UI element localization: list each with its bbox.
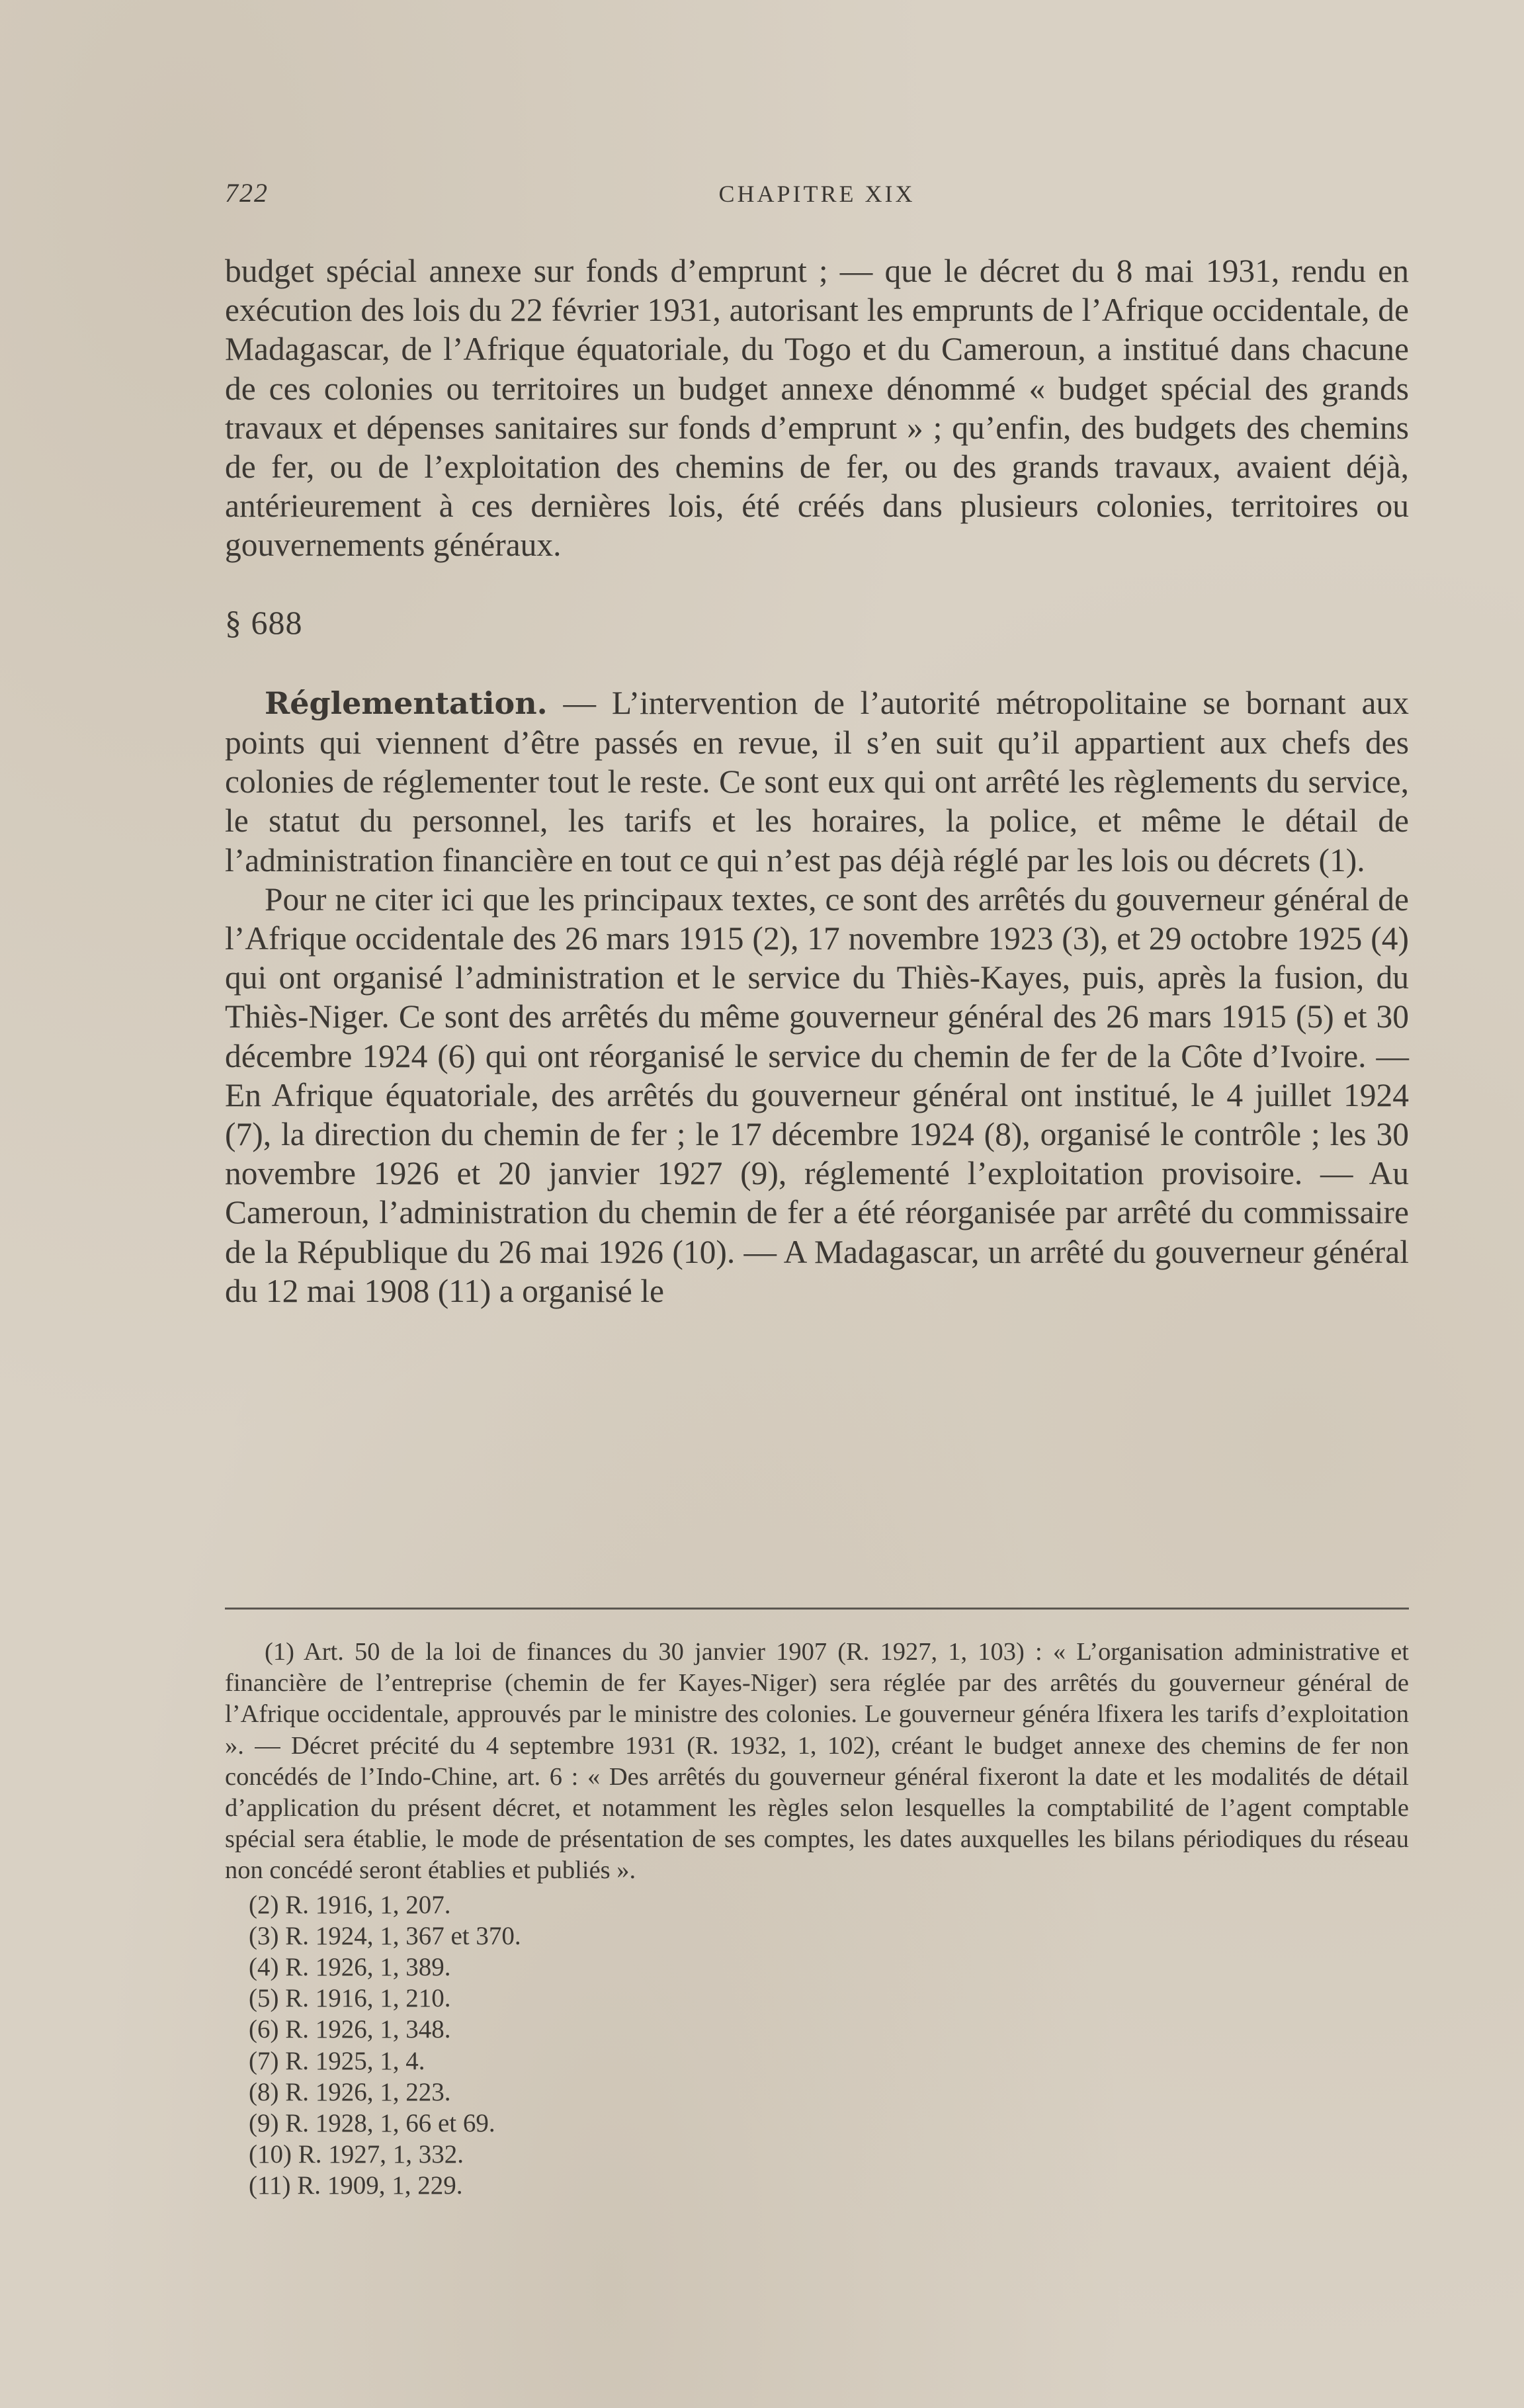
main-text [225,251,1409,1311]
footnote-ref: (9) R. 1928, 1, 66 et 69. [249,2109,495,2138]
footnote-rule [225,1608,1409,1610]
running-title: CHAPITRE XIX [718,181,915,207]
footnote-ref: (5) R. 1916, 1, 210. [249,1984,451,2013]
paragraph-texts-cited: Pour ne citer ici que les principaux textes, ce sont des arrêtés du gouverneur général de l’Afrique occidentale des 26 mars 1915 (2), 17 novembre 1923 (3), et 29 octobre 1925 (4) qui ont organisé l’administration et le service du Thiès-Kayes, puis, après la fusion, du Thiès-Niger. Ce sont des arrêtés du même gouverneur général des 26 mars 1915 (5) et 30 décembre 1924 (6) qui ont réorganisé le service du chemin de fer de la Côte d’Ivoire. — En Afrique équatoriale, des arrêtés du gouverneur général ont institué, le 4 juillet 1924 (7), la direction du chemin de fer ; le 17 décembre 1924 (8), organisé le contrôle ; les 30 novembre 1926 et 20 janvier 1927 (9), réglementé l’exploitation provisoire. — Au Cameroun, l’administration du chemin de fer a été réorganisée par arrêté du commissaire de la République du 26 mai 1926 (10). — A Madagascar, un arrêté du gouverneur général du 12 mai 1908 (11) a organisé le [225,881,1409,1309]
footnote-ref: (7) R. 1925, 1, 4. [249,2046,425,2075]
footnote-1: (1) Art. 50 de la loi de finances du 30 janvier 1907 (R. 1927, 1, 103) : « L’organisation administrative et financière de l’entreprise (chemin de fer Kayes-Niger) sera réglée par des arrêtés du gouverneur général de l’Afrique occidentale, approuvés par le ministre des colonies. Le gouverneur généra lfixera les tarifs d’exploitation ». — Décret précité du 4 septembre 1931 (R. 1932, 1, 102), créant le budget annexe des chemins de fer non concédés de l’Indo-Chine, art. 6 : « Des arrêtés du gouverneur général fixeront la date et les modalités de détail d’application du présent décret, et notamment les règles selon lesquelles la comptabilité de l’agent comptable spécial sera établie, le mode de présentation de ses comptes, les dates auxquelles les bilans périodiques du réseau non concédé seront établies et publiés ». [225,1638,1409,1885]
footnote-ref: (10) R. 1927, 1, 332. [249,2140,464,2169]
footnote-ref: (2) R. 1916, 1, 207. [249,1890,451,1919]
section-number: § 688 [225,603,303,641]
footnote-ref: (11) R. 1909, 1, 229. [249,2171,463,2200]
footnote-ref: (6) R. 1926, 1, 348. [249,2015,451,2044]
footnote-ref: (8) R. 1926, 1, 223. [249,2077,451,2106]
page-number: 722 [225,178,269,208]
footnote-ref: (3) R. 1924, 1, 367 et 370. [249,1921,521,1950]
footnote-ref: (4) R. 1926, 1, 389. [249,1953,451,1982]
paragraph-term: Réglementation. [265,685,548,721]
paragraph-continuation: budget spécial annexe sur fonds d’emprunt ; — que le décret du 8 mai 1931, rendu en exécution des lois du 22 février 1931, autorisant les emprunts de l’Afrique occidentale, de Madagascar, de l’Afrique équatoriale, du Togo et du Cameroun, a institué dans chacune de ces colonies ou territoires un budget annexe dénommé « budget spécial des grands travaux et dépenses sanitaires sur fonds d’emprunt » ; qu’enfin, des budgets des chemins de fer, ou de l’exploitation des chemins de fer, ou des grands travaux, avaient déjà, antérieurement à ces dernières lois, été créés dans plusieurs colonies, territoires ou gouvernements généraux. [225,253,1409,564]
footnotes [225,1637,1409,2202]
footnote-references [225,1889,1409,2202]
paragraph-reglementation [225,683,1409,880]
page-header [225,177,1409,217]
paragraph-text: — L’intervention de l’autorité métropolitaine se bornant aux points qui viennent d’être passés en revue, il s’en suit qu’il appartient aux chefs des colonies de réglementer tout le reste. Ce sont eux qui ont arrêté les règlements du service, le statut du personnel, les tarifs et les horaires, la police, et même le détail de l’administration financière en tout ce qui n’est pas déjà réglé par les lois ou décrets (1). [225,684,1409,879]
